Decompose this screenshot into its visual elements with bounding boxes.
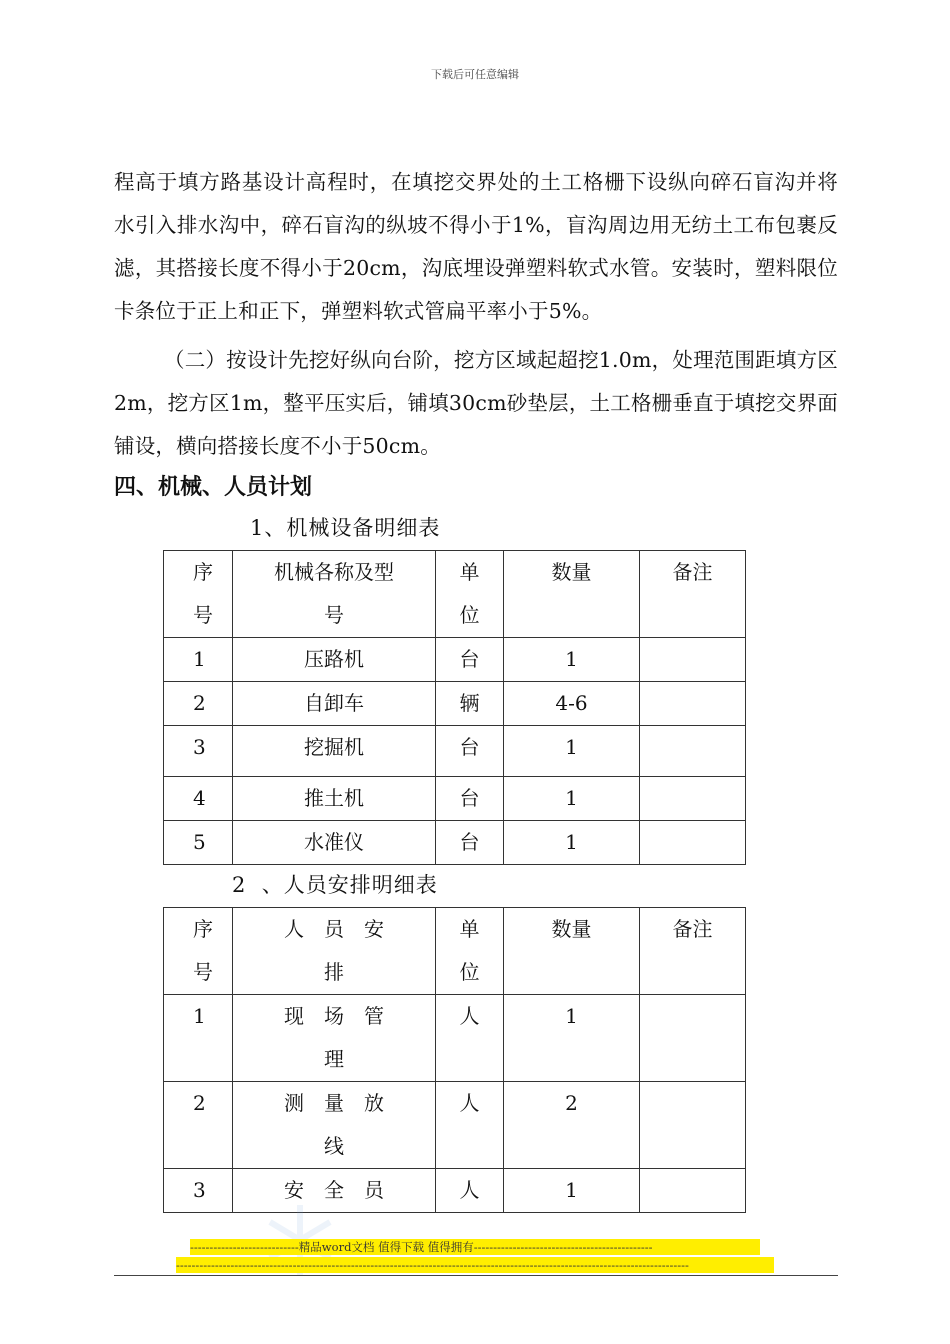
cell-unit: 人 [436, 1169, 504, 1213]
header-cell-no [164, 908, 233, 995]
header-text: 人 员 安 [284, 917, 384, 941]
header-text: 备注 [672, 560, 713, 584]
cell-qty: 2 [504, 1082, 640, 1169]
cell-text: 线 [324, 1134, 344, 1158]
cell-no: 1 [193, 647, 206, 671]
cell-staff [233, 995, 436, 1082]
table-row [164, 682, 746, 726]
header-cell-unit [436, 908, 504, 995]
cell-no: 5 [193, 830, 206, 854]
header-cell-qty [504, 551, 640, 638]
cell-no: 2 [193, 1091, 206, 1115]
cell-no: 3 [193, 735, 206, 759]
table-row [164, 1169, 746, 1213]
cell-qty: 1 [504, 1169, 640, 1213]
header-text: 排 [324, 960, 344, 984]
body-paragraph-2: （二）按设计先挖好纵向台阶，挖方区域起超挖1.0m，处理范围距填方区2m，挖方区1m，整平压实后，铺填30cm砂垫层，土工格栅垂直于填挖交界面铺设，横向搭接长度不小于50cm。 [114, 348, 838, 458]
footer-banner-line-1: ----------------------------精品word文档 值得下载 值得拥有---------------------------------------------- [190, 1239, 760, 1255]
cell-no: 4 [193, 786, 206, 810]
cell-qty: 1 [504, 777, 640, 821]
cell-note [640, 777, 746, 821]
page-header-note: 下载后可任意编辑 [431, 68, 519, 81]
header-cell-note [640, 908, 746, 995]
cell-unit: 台 [436, 638, 504, 682]
footer-banner-line-2: ------------------------------------------------------------------------------------------------------------------------------------ [176, 1257, 774, 1273]
cell-unit: 辆 [436, 682, 504, 726]
header-text: 数量 [551, 917, 592, 941]
cell-note [640, 821, 746, 865]
footer-rule [114, 1275, 838, 1276]
cell-name: 水准仪 [233, 821, 436, 865]
cell-qty: 4-6 [504, 682, 640, 726]
cell-note [640, 638, 746, 682]
cell-qty: 1 [504, 821, 640, 865]
cell-text: 现 场 管 [284, 1004, 384, 1028]
cell-note [640, 1082, 746, 1169]
table-row [164, 638, 746, 682]
header-text: 机械各称及型 [274, 560, 394, 584]
table-row [164, 726, 746, 777]
equipment-table [163, 550, 746, 865]
header-text: 序 [193, 560, 213, 584]
table-row [164, 777, 746, 821]
header-text: 位 [459, 960, 480, 984]
cell-unit: 台 [436, 821, 504, 865]
section-heading: 四、机械、人员计划 [114, 475, 313, 500]
table-row [164, 821, 746, 865]
header-cell-note [640, 551, 746, 638]
cell-name: 推土机 [233, 777, 436, 821]
header-cell-staff [233, 908, 436, 995]
header-text: 单 [459, 917, 480, 941]
cell-no: 2 [193, 691, 206, 715]
body-paragraph-1: 程高于填方路基设计高程时，在填挖交界处的土工格栅下设纵向碎石盲沟并将水引入排水沟中，碎石盲沟的纵坡不得小于1%，盲沟周边用无纺土工布包裹反滤，其搭接长度不得小于20cm，沟底埋设弹塑料软式水管。安装时，塑料限位卡条位于正上和正下，弹塑料软式管扁平率小于5%。 [114, 170, 838, 323]
table-row [164, 1082, 746, 1169]
cell-qty: 1 [504, 995, 640, 1082]
cell-text: 安 全 员 [284, 1178, 384, 1202]
table-row [164, 995, 746, 1082]
header-text: 号 [193, 603, 213, 627]
header-cell-no [164, 551, 233, 638]
header-text: 号 [324, 603, 344, 627]
header-text: 单 [459, 560, 480, 584]
cell-qty: 1 [504, 726, 640, 777]
table-header-row [164, 908, 746, 995]
header-text: 序 [193, 917, 213, 941]
personnel-table [163, 907, 746, 1213]
header-text: 号 [193, 960, 213, 984]
cell-qty: 1 [504, 638, 640, 682]
table1-caption: 1、机械设备明细表 [250, 516, 441, 540]
header-cell-unit [436, 551, 504, 638]
cell-name: 压路机 [233, 638, 436, 682]
cell-unit: 台 [436, 777, 504, 821]
table2-caption: 2 、人员安排明细表 [232, 873, 438, 897]
cell-unit: 台 [436, 726, 504, 777]
header-text: 数量 [551, 560, 592, 584]
header-text: 备注 [672, 917, 713, 941]
cell-note [640, 995, 746, 1082]
cell-text: 理 [324, 1047, 344, 1071]
cell-unit: 人 [436, 995, 504, 1082]
cell-note [640, 682, 746, 726]
cell-name: 挖掘机 [233, 726, 436, 777]
header-cell-name [233, 551, 436, 638]
cell-note [640, 1169, 746, 1213]
cell-no: 1 [193, 1004, 206, 1028]
cell-note [640, 726, 746, 777]
cell-staff [233, 1082, 436, 1169]
table-header-row [164, 551, 746, 638]
cell-text: 测 量 放 [284, 1091, 384, 1115]
cell-no: 3 [193, 1178, 206, 1202]
cell-unit: 人 [436, 1082, 504, 1169]
header-text: 位 [459, 603, 480, 627]
header-cell-qty [504, 908, 640, 995]
cell-name: 自卸车 [233, 682, 436, 726]
